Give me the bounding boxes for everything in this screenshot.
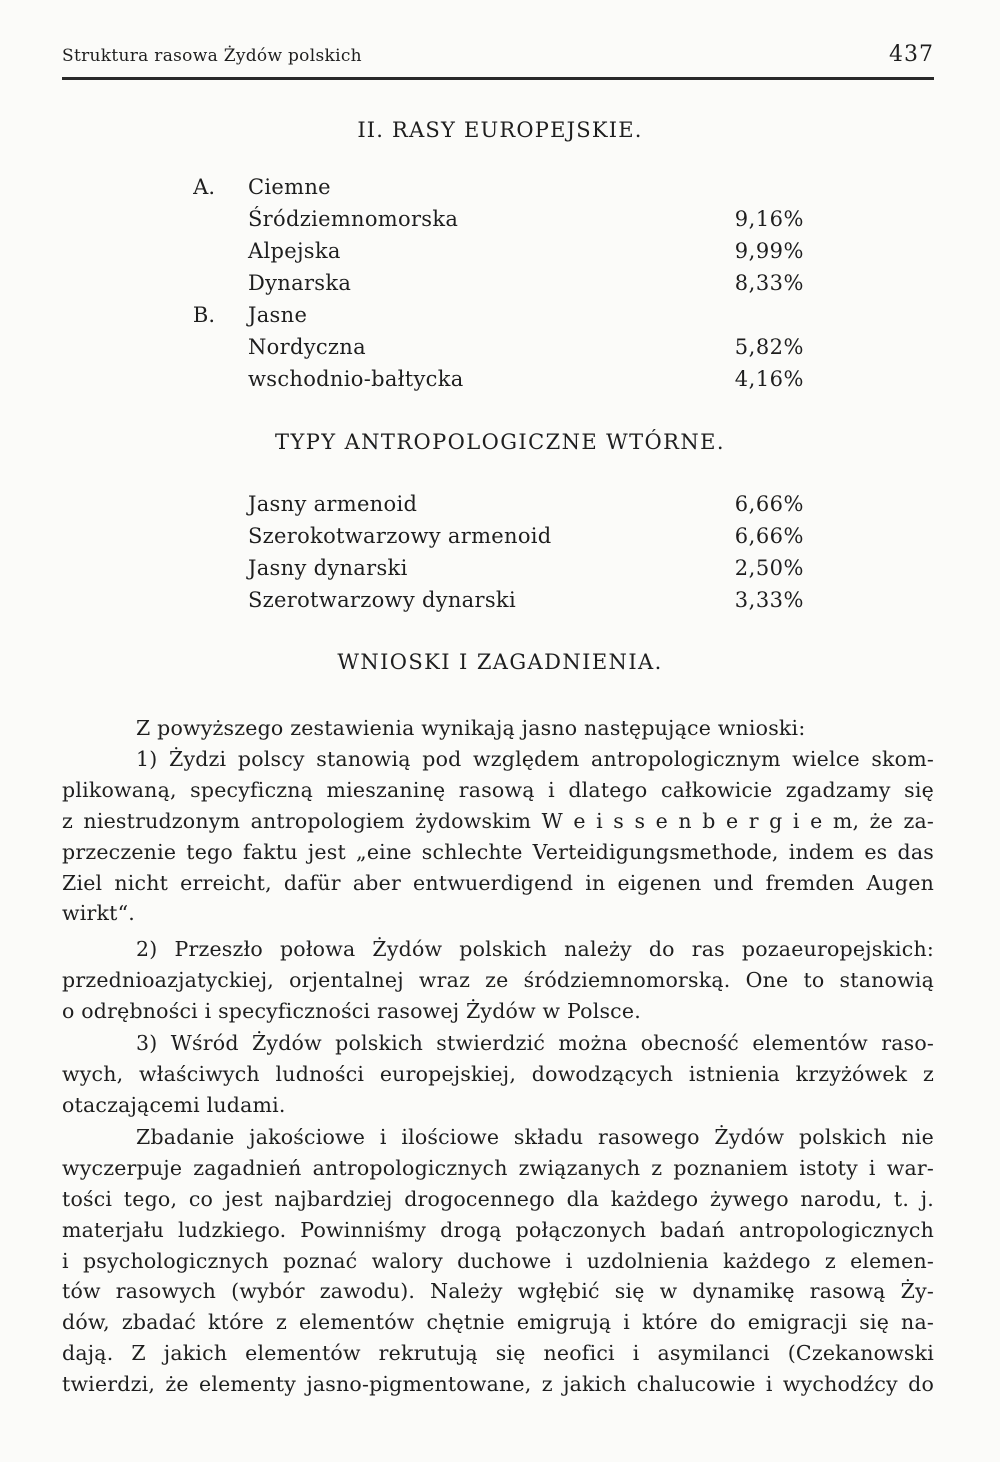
paragraph-intro [62, 713, 934, 744]
text-line: wyczerpuje zagadnień antropologicznych związanych z poznaniem istoty i war- [62, 1155, 934, 1180]
text-line: z niestrudzonym antropologiem żydowskim W e i s s e n b e r g i e m, że za- [62, 808, 934, 833]
text-line: Z powyższego zestawienia wynikają jasno następujące wnioski: [136, 716, 806, 740]
text-line: plikowaną, specyficzną mieszaninę rasową i dlatego całkowicie zgadzamy się [62, 777, 934, 802]
type-row [0, 588, 1000, 620]
text-line: dów, zbadać które z elementów chętnie emigrują i które do emigracji się na- [62, 1310, 934, 1335]
race-row [0, 335, 1000, 367]
running-title: Struktura rasowa Żydów polskich [62, 46, 362, 66]
race-row [0, 271, 1000, 303]
heading-european-races: II. RASY EUROPEJSKIE. [357, 118, 643, 142]
race-label: Alpejska [248, 239, 341, 263]
text-line: przeczenie tego faktu jest „eine schlechte Verteidigungsmethode, indem es das [62, 839, 934, 864]
race-value: 9,99% [734, 239, 804, 263]
text-line: i psychologicznych poznać walory duchowe i uzdolnienia każdego z elemen- [62, 1248, 934, 1273]
text-line: przednioazjatyckiej, orjentalnej wraz ze śródziemnomorską. One to stanowią [62, 967, 934, 992]
race-label: wschodnio-bałtycka [248, 367, 464, 391]
running-head [62, 44, 934, 74]
group-row-light [0, 303, 1000, 335]
group-label: Ciemne [248, 175, 331, 199]
paragraph-closing [62, 1122, 934, 1400]
race-value: 9,16% [734, 207, 804, 231]
text-line: otaczającemi ludami. [62, 1092, 286, 1117]
paragraph-point-1 [62, 744, 934, 929]
race-row [0, 207, 1000, 239]
text-line: 2) Przeszło połowa Żydów polskich należy do ras pozaeuropejskich: [136, 937, 934, 961]
type-row [0, 492, 1000, 524]
text-line: 3) Wśród Żydów polskich stwierdzić można obecność elementów raso- [136, 1031, 934, 1055]
type-row [0, 524, 1000, 556]
race-value: 8,33% [734, 271, 804, 295]
text-line: wych, właściwych ludności europejskiej, dowodzących istnienia krzyżówek z [62, 1061, 934, 1086]
paragraph-point-3 [62, 1028, 934, 1121]
type-value: 2,50% [734, 556, 804, 580]
heading-conclusions: WNIOSKI I ZAGADNIENIA. [337, 650, 663, 674]
type-value: 6,66% [734, 524, 804, 548]
type-label: Jasny dynarski [248, 556, 408, 580]
header-rule [62, 77, 934, 80]
text-line: tości tego, co jest najbardziej drogocennego dla każdego żywego narodu, t. j. [62, 1186, 934, 1211]
type-label: Jasny armenoid [248, 492, 418, 516]
race-row [0, 367, 1000, 399]
type-label: Szerokotwarzowy armenoid [248, 524, 552, 548]
text-line: 1) Żydzi polscy stanowią pod względem antropologicznym wielce skom- [136, 747, 934, 771]
page-number: 437 [889, 42, 934, 67]
text-line: twierdzi, że elementy jasno-pigmentowane, z jakich chalucowie i wychodźcy do [62, 1372, 934, 1397]
group-row-dark [0, 175, 1000, 207]
race-value: 5,82% [734, 335, 804, 359]
group-label: Jasne [248, 303, 308, 327]
group-letter: B. [192, 303, 215, 327]
text-line: o odrębności i specyficzności rasowej Żydów w Polsce. [62, 998, 641, 1023]
text-line: dają. Z jakich elementów rekrutują się neofici i asymilanci (Czekanowski [62, 1341, 934, 1366]
type-value: 6,66% [734, 492, 804, 516]
race-value: 4,16% [734, 367, 804, 391]
type-label: Szerotwarzowy dynarski [248, 588, 516, 612]
group-letter: A. [193, 175, 215, 199]
text-line: tów rasowych (wybór zawodu). Należy wgłębić się w dynamikę rasową Ży- [62, 1279, 934, 1304]
race-label: Nordyczna [248, 335, 366, 359]
text-line: wirkt“. [62, 901, 135, 926]
race-label: Dynarska [248, 271, 352, 295]
paragraph-point-2 [62, 934, 934, 1027]
race-label: Śródziemnomorska [248, 207, 459, 231]
heading-secondary-types: TYPY ANTROPOLOGICZNE WTÓRNE. [275, 430, 725, 454]
race-row [0, 239, 1000, 271]
text-line: materjału ludzkiego. Powinniśmy drogą połączonych badań antropologicznych [62, 1217, 934, 1242]
text-line: Ziel nicht erreicht, dafür aber entwuerdigend in eigenen und fremden Augen [62, 870, 934, 895]
type-row [0, 556, 1000, 588]
text-line: Zbadanie jakościowe i ilościowe składu rasowego Żydów polskich nie [136, 1125, 934, 1149]
type-value: 3,33% [734, 588, 804, 612]
